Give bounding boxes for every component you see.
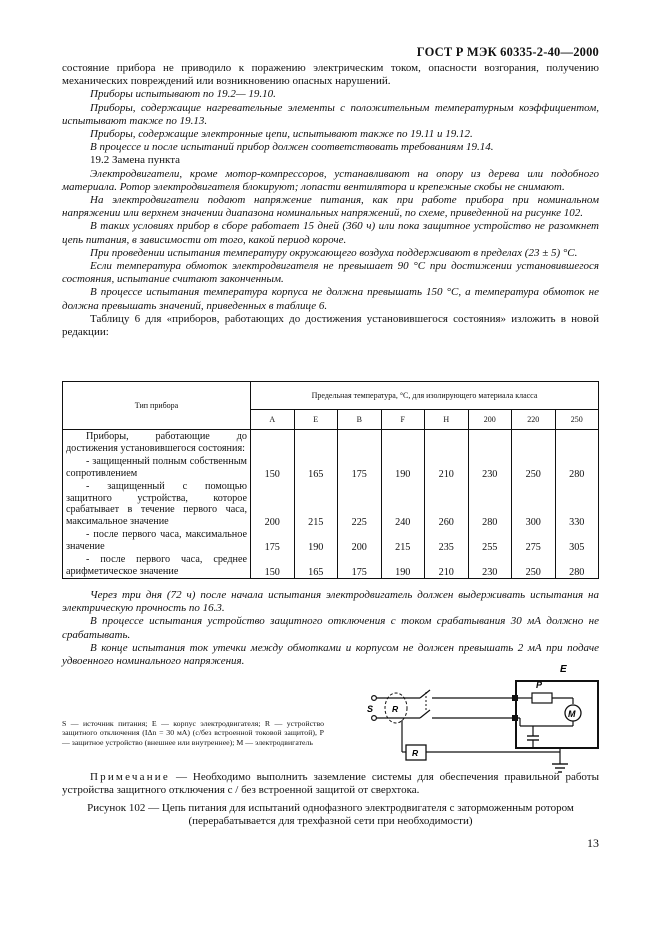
header-temperature-limit: Предельная температура, °С, для изолирующего материала класса xyxy=(251,382,599,410)
circuit-diagram xyxy=(360,660,600,780)
table-row xyxy=(63,553,599,579)
class-header-cell: H xyxy=(425,410,469,430)
label-m: M xyxy=(568,709,576,719)
table-row xyxy=(63,480,599,528)
temperature-value: 255 xyxy=(468,528,512,553)
temperature-value: 175 xyxy=(338,455,382,480)
paragraph: Электродвигатели, кроме мотор-компрессоров, устанавливают на опору из дерева или подобного материала. Ротор электродвигателя блокируют; лопасти вентилятора и крепежные скобы не снимают. xyxy=(62,167,599,193)
temperature-value: 305 xyxy=(555,528,599,553)
paragraph: Приборы, содержащие электронные цепи, испытывают также по 19.11 и 19.12. xyxy=(90,128,473,141)
temperature-value: 280 xyxy=(555,455,599,480)
label-r: R xyxy=(392,704,399,714)
table-row xyxy=(63,528,599,553)
class-header-cell: 220 xyxy=(512,410,556,430)
switch-contact-top xyxy=(420,690,430,698)
note-text: — Необходимо выполнить заземление системы для обеспечения правильной работы устройства защитного отключения с / без встроенной защитой от сверхтока. xyxy=(62,771,599,797)
switch-contact-bottom xyxy=(420,710,430,718)
paragraph: состояние прибора не приводило к поражению электрическим током, опасности возгорания, получению механических повреждений или возникновению опасных нарушений. xyxy=(62,62,599,88)
temperature-value: 150 xyxy=(251,553,295,579)
class-header-cell: F xyxy=(381,410,425,430)
paragraph: В таких условиях прибор в сборе работает 15 дней (360 ч) или пока защитное устройство не разомкнет цепь питания, в зависимости от того, какой период короче. xyxy=(62,220,599,246)
temperature-value: 165 xyxy=(294,553,338,579)
temperature-value: 240 xyxy=(381,480,425,528)
label-p: P xyxy=(536,680,543,690)
class-header-cell: A xyxy=(251,410,295,430)
paragraph: На электродвигатели подают напряжение питания, как при работе прибора при номинальном напряжении или верхнем значении диапазона номинальных напряжений, по схеме, приведенной на рисунке 102. xyxy=(62,194,599,220)
temperature-value: 230 xyxy=(468,553,512,579)
table-row xyxy=(63,455,599,480)
temperature-value: 175 xyxy=(338,553,382,579)
temperature-value: 215 xyxy=(381,528,425,553)
protector-p-box xyxy=(532,693,552,703)
paragraph: В конце испытания ток утечки между обмотками и корпусом не должен превышать 2 мА при подаче удвоенного номинального напряжения. xyxy=(62,641,599,668)
row-label: - защищенный полным собственным сопротивлением xyxy=(63,455,251,480)
temperature-value: 190 xyxy=(381,455,425,480)
group-label: Приборы, работающие до достижения установившегося состояния: xyxy=(63,430,251,456)
temperature-value: 150 xyxy=(251,455,295,480)
class-header-cell: B xyxy=(338,410,382,430)
label-e: E xyxy=(560,664,567,675)
row-label: - после первого часа, среднее арифметическое значение xyxy=(63,553,251,579)
class-header-cell: E xyxy=(294,410,338,430)
temperature-value: 280 xyxy=(468,480,512,528)
paragraph: Приборы испытывают по 19.2— 19.10. xyxy=(90,88,276,101)
terminal-block xyxy=(512,695,518,701)
figure-note xyxy=(62,771,599,797)
class-header-cell: 250 xyxy=(555,410,599,430)
temperature-value: 280 xyxy=(555,553,599,579)
temperature-value: 190 xyxy=(381,553,425,579)
temperature-value: 330 xyxy=(555,480,599,528)
body-text xyxy=(62,62,599,339)
standard-header: ГОСТ Р МЭК 60335-2-40—2000 xyxy=(416,45,599,59)
temperature-value: 250 xyxy=(512,455,556,480)
note-prefix: Примечание xyxy=(90,771,170,783)
section-heading: 19.2 Замена пункта xyxy=(90,154,181,167)
paragraph: В процессе испытания температура корпуса не должна превышать 150 °С, а температура обмоток не должна превышать значений, приведенных в таблице 6. xyxy=(62,286,599,312)
temperature-value: 165 xyxy=(294,455,338,480)
paragraph: Если температура обмоток электродвигателя не превышает 90 °С при достижении установившегося состояния, испытание считают законченным. xyxy=(62,260,599,286)
temperature-value: 235 xyxy=(425,528,469,553)
temperature-value: 225 xyxy=(338,480,382,528)
page-number: 13 xyxy=(587,836,599,850)
paragraph: Через три дня (72 ч) после начала испытания электродвигатель должен выдерживать испытания на электрическую прочность по 16.3. xyxy=(62,589,599,615)
temperature-value: 275 xyxy=(512,528,556,553)
class-header-cell: 200 xyxy=(468,410,512,430)
label-s: S xyxy=(367,704,374,714)
temperature-value: 230 xyxy=(468,455,512,480)
row-label: - защищенный с помощью защитного устройства, которое срабатывает в течение первого часа, максимальное значение xyxy=(63,480,251,528)
source-terminal-top xyxy=(372,696,377,701)
enclosure-frame xyxy=(516,681,598,748)
paragraph: При проведении испытания температуру окружающего воздуха поддерживают в пределах (23 ± 5) °С. xyxy=(90,246,578,259)
paragraph: Приборы, содержащие нагревательные элементы с положительным температурным коэффициентом, испытывают также по 19.13. xyxy=(62,101,599,127)
source-terminal-bottom xyxy=(372,716,377,721)
temperature-value: 210 xyxy=(425,455,469,480)
temperature-value: 210 xyxy=(425,553,469,579)
table-body xyxy=(63,430,599,579)
temperature-value: 260 xyxy=(425,480,469,528)
header-appliance-type: Тип прибора xyxy=(63,382,251,430)
figure-caption xyxy=(62,802,599,828)
post-table-text xyxy=(62,589,599,668)
temperature-table xyxy=(62,381,599,579)
paragraph: Таблицу 6 для «приборов, работающих до достижения установившегося состояния» изложить в новой редакции: xyxy=(62,312,599,339)
temperature-value: 300 xyxy=(512,480,556,528)
caption-line: Рисунок 102 — Цепь питания для испытаний однофазного электродвигателя с заторможенным ротором xyxy=(87,802,574,814)
temperature-value: 250 xyxy=(512,553,556,579)
temperature-value: 200 xyxy=(251,480,295,528)
temperature-value: 215 xyxy=(294,480,338,528)
temperature-value: 175 xyxy=(251,528,295,553)
paragraph: В процессе испытания устройство защитного отключения с током срабатывания 30 мА должно не срабатывать. xyxy=(62,615,599,641)
temperature-value: 190 xyxy=(294,528,338,553)
paragraph: В процессе и после испытаний прибор должен соответствовать требованиям 19.14. xyxy=(90,141,494,154)
row-label: - после первого часа, максимальное значение xyxy=(63,528,251,553)
figure-legend: S — источник питания; E — корпус электродвигателя; R — устройство защитного отключения (IΔn = 30 мА) (с/без встроенной токовой защитой), P — защитное устройство (внешнее или внутреннее); M — электродвигатель xyxy=(62,719,324,747)
temperature-value: 200 xyxy=(338,528,382,553)
terminal-block xyxy=(512,715,518,721)
caption-line: (перерабатывается для трехфазной сети при необходимости) xyxy=(188,815,473,828)
label-r2: R xyxy=(412,748,419,758)
